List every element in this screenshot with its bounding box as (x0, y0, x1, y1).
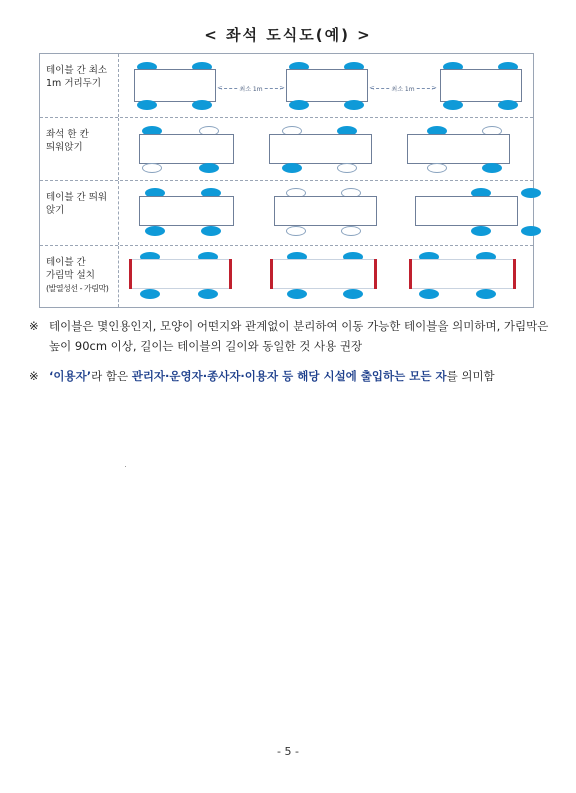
table (272, 259, 376, 289)
table (139, 134, 234, 164)
chair (344, 100, 364, 110)
table (286, 69, 368, 102)
partition (129, 259, 132, 289)
chair (287, 289, 307, 299)
chair (140, 289, 160, 299)
row-scene (119, 246, 533, 307)
chair (289, 100, 309, 110)
chair (282, 163, 302, 173)
chair-empty (286, 226, 306, 236)
chair-empty (427, 163, 447, 173)
chair-empty (337, 163, 357, 173)
row-label: 좌석 한 칸 띄워앉기 (40, 118, 119, 180)
table (440, 69, 522, 102)
chair (471, 226, 491, 236)
diagram-row-seat-gap (40, 118, 533, 181)
note-mark: ※ (29, 369, 39, 383)
partition (270, 259, 273, 289)
page-title: < 좌석 도식도(예) > (204, 26, 372, 44)
chair (443, 100, 463, 110)
chair (198, 289, 218, 299)
table (139, 196, 234, 226)
chair (521, 226, 541, 236)
table (274, 196, 377, 226)
table (131, 259, 231, 289)
table (415, 196, 518, 226)
note-text: 테이블은 몇인용인지, 모양이 어떤지와 관계없이 분리하여 이동 가능한 테이블을 의미하며, 가림막은 높이 90cm 이상, 길이는 테이블의 길이와 동일한 것 사용 권장 (49, 319, 549, 353)
row-sublabel: (발열성선 - 가림막) (46, 284, 109, 293)
stray-mark (125, 466, 126, 467)
chair (145, 226, 165, 236)
chair (192, 100, 212, 110)
diagram-row-distancing (40, 54, 533, 118)
row-scene (119, 54, 533, 117)
page-number: - 5 - (277, 745, 299, 758)
distance-indicator: < 최소 1m > (217, 84, 285, 93)
chair (201, 226, 221, 236)
row-label: 테이블 간 최소 1m 거리두기 (40, 54, 119, 117)
distance-indicator: < 최소 1m > (369, 84, 437, 93)
partition (409, 259, 412, 289)
partition (374, 259, 377, 289)
table (134, 69, 216, 102)
seating-diagram (39, 53, 534, 308)
partition (513, 259, 516, 289)
row-label: 테이블 간 띄워 앉기 (40, 181, 119, 245)
row-scene (119, 181, 533, 245)
row-scene (119, 118, 533, 180)
partition (229, 259, 232, 289)
chair (343, 289, 363, 299)
chair (482, 163, 502, 173)
note-text: ‘이용자’라 함은 관리자·운영자·종사자·이용자 등 해당 시설에 출입하는 모든 자를 의미함 (49, 369, 495, 383)
chair-empty (341, 226, 361, 236)
chair (419, 289, 439, 299)
row-label: 테이블 간 가림막 설치 (발열성선 - 가림막) (40, 246, 119, 307)
chair (476, 289, 496, 299)
table (269, 134, 372, 164)
table (407, 134, 510, 164)
chair-empty (142, 163, 162, 173)
note-mark: ※ (29, 319, 39, 333)
chair (498, 100, 518, 110)
table (411, 259, 515, 289)
chair (137, 100, 157, 110)
diagram-row-partition (40, 246, 533, 307)
diagram-row-table-gap (40, 181, 533, 246)
chair (199, 163, 219, 173)
chair (521, 188, 541, 198)
